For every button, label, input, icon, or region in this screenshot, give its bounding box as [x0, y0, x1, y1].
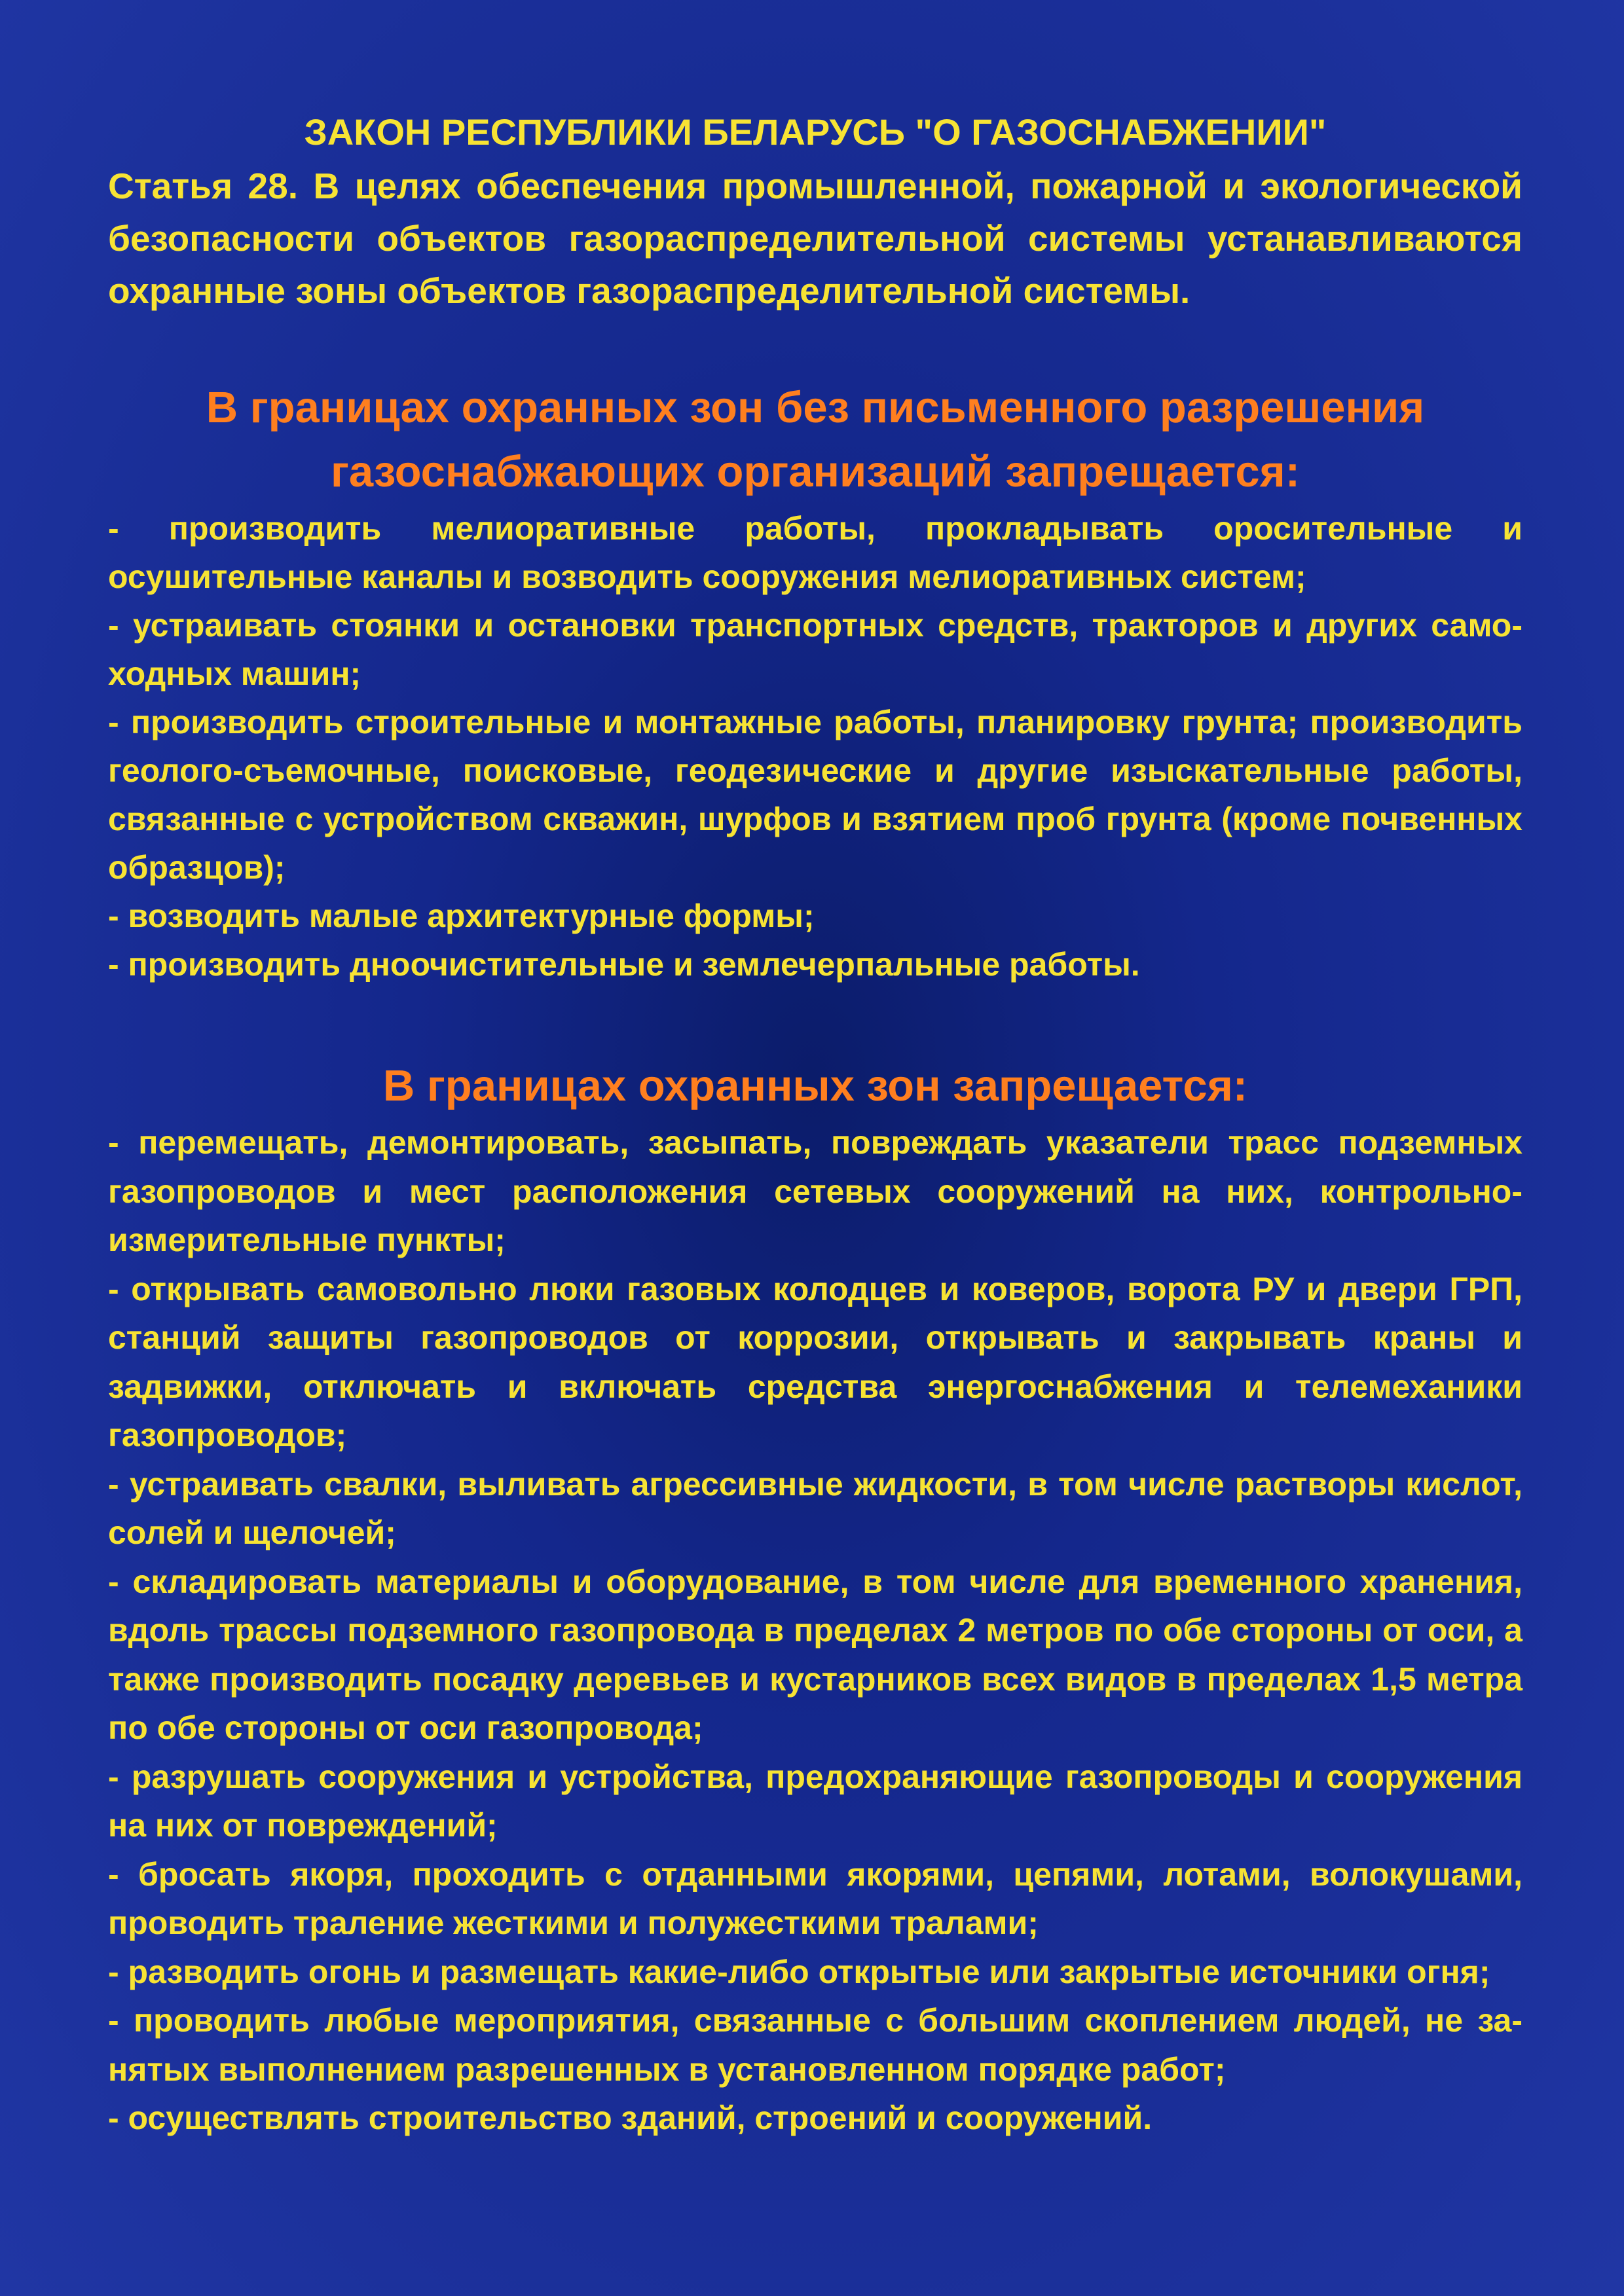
- prohibited-list: [108, 1118, 1522, 2143]
- poster: [108, 105, 1522, 2213]
- list-item: - складировать материалы и оборудование, в том числе для временного хранения, вдоль трассы подземного газопровода в пределах 2 метров по обе стороны от оси, а также производить посадку деревьев и кустарников всех видов в пределах 1,5 метра по обе стороны от оси газопровода;: [108, 1563, 1522, 1746]
- list-item: - разводить огонь и размещать какие-либо открытые или закрытые источники огня;: [108, 1953, 1490, 1990]
- list-item: - разрушать сооружения и устройства, предохраняющие газопроводы и сооружения на них от повреждений;: [108, 1758, 1522, 1844]
- list-item: - возводить малые архитектурные формы;: [108, 898, 815, 934]
- section-prohibited-heading: В границах охранных зон запрещается:: [382, 1061, 1248, 1110]
- section-restricted-without-permission-heading: [108, 376, 1522, 504]
- article-text: Статья 28. В целях обеспечения промышленной, пожарной и экологической безопасности объектов газораспределительной системы устанавливаются охранные зоны объектов газораспределительной системы.: [108, 166, 1522, 311]
- heading-line-1: В границах охранных зон без письменного разрешения: [206, 383, 1425, 432]
- list-item: - производить дноочистительные и землечерпальные работы.: [108, 946, 1140, 983]
- law-title: ЗАКОН РЕСПУБЛИКИ БЕЛАРУСЬ "О ГАЗОСНАБЖЕНИИ": [304, 111, 1327, 153]
- list-item: - устраивать свалки, выливать агрессивные жидкости, в том числе растворы кислот, солей и щелочей;: [108, 1465, 1522, 1551]
- list-item: - перемещать, демонтировать, засыпать, повреждать указатели трасс подземных газопроводов и мест расположения сетевых сооружений на них, контрольно-измерительные пункты;: [108, 1124, 1522, 1258]
- list-item: - открывать самовольно люки газовых колодцев и коверов, ворота РУ и двери ГРП, станций защиты газопроводов от коррозии, открывать и закрывать краны и задвижки, отключать и включать средства энергоснабжения и телемеханики газопроводов;: [108, 1270, 1522, 1453]
- list-item: - устраивать стоянки и остановки транспортных средств, тракторов и других самоходных машин;: [108, 607, 1522, 692]
- restricted-without-permission-list: [108, 504, 1522, 989]
- list-item: - бросать якоря, проходить с отданными якорями, цепями, лотами, волокушами, проводить траление жесткими и полужесткими тралами;: [108, 1855, 1522, 1941]
- heading-line-2: газоснабжающих организаций запрещается:: [330, 447, 1301, 496]
- list-item: - проводить любые мероприятия, связанные с большим скоплением людей, не занятых выполнением разрешенных в установленном порядке работ;: [108, 2002, 1522, 2088]
- list-item: - осуществлять строительство зданий, строений и сооружений.: [108, 2100, 1153, 2136]
- list-item: - производить строительные и монтажные работы, планировку грунта; производить геолого-съемочные, поисковые, геодезические и другие изыскательные работы, связанные с устройством скважин, шурфов и взятием проб грунта (кроме почвенных образцов);: [108, 704, 1522, 886]
- list-item: - производить мелиоративные работы, прокладывать оросительные и осушительные каналы и возводить сооружения мелиоративных систем;: [108, 510, 1522, 595]
